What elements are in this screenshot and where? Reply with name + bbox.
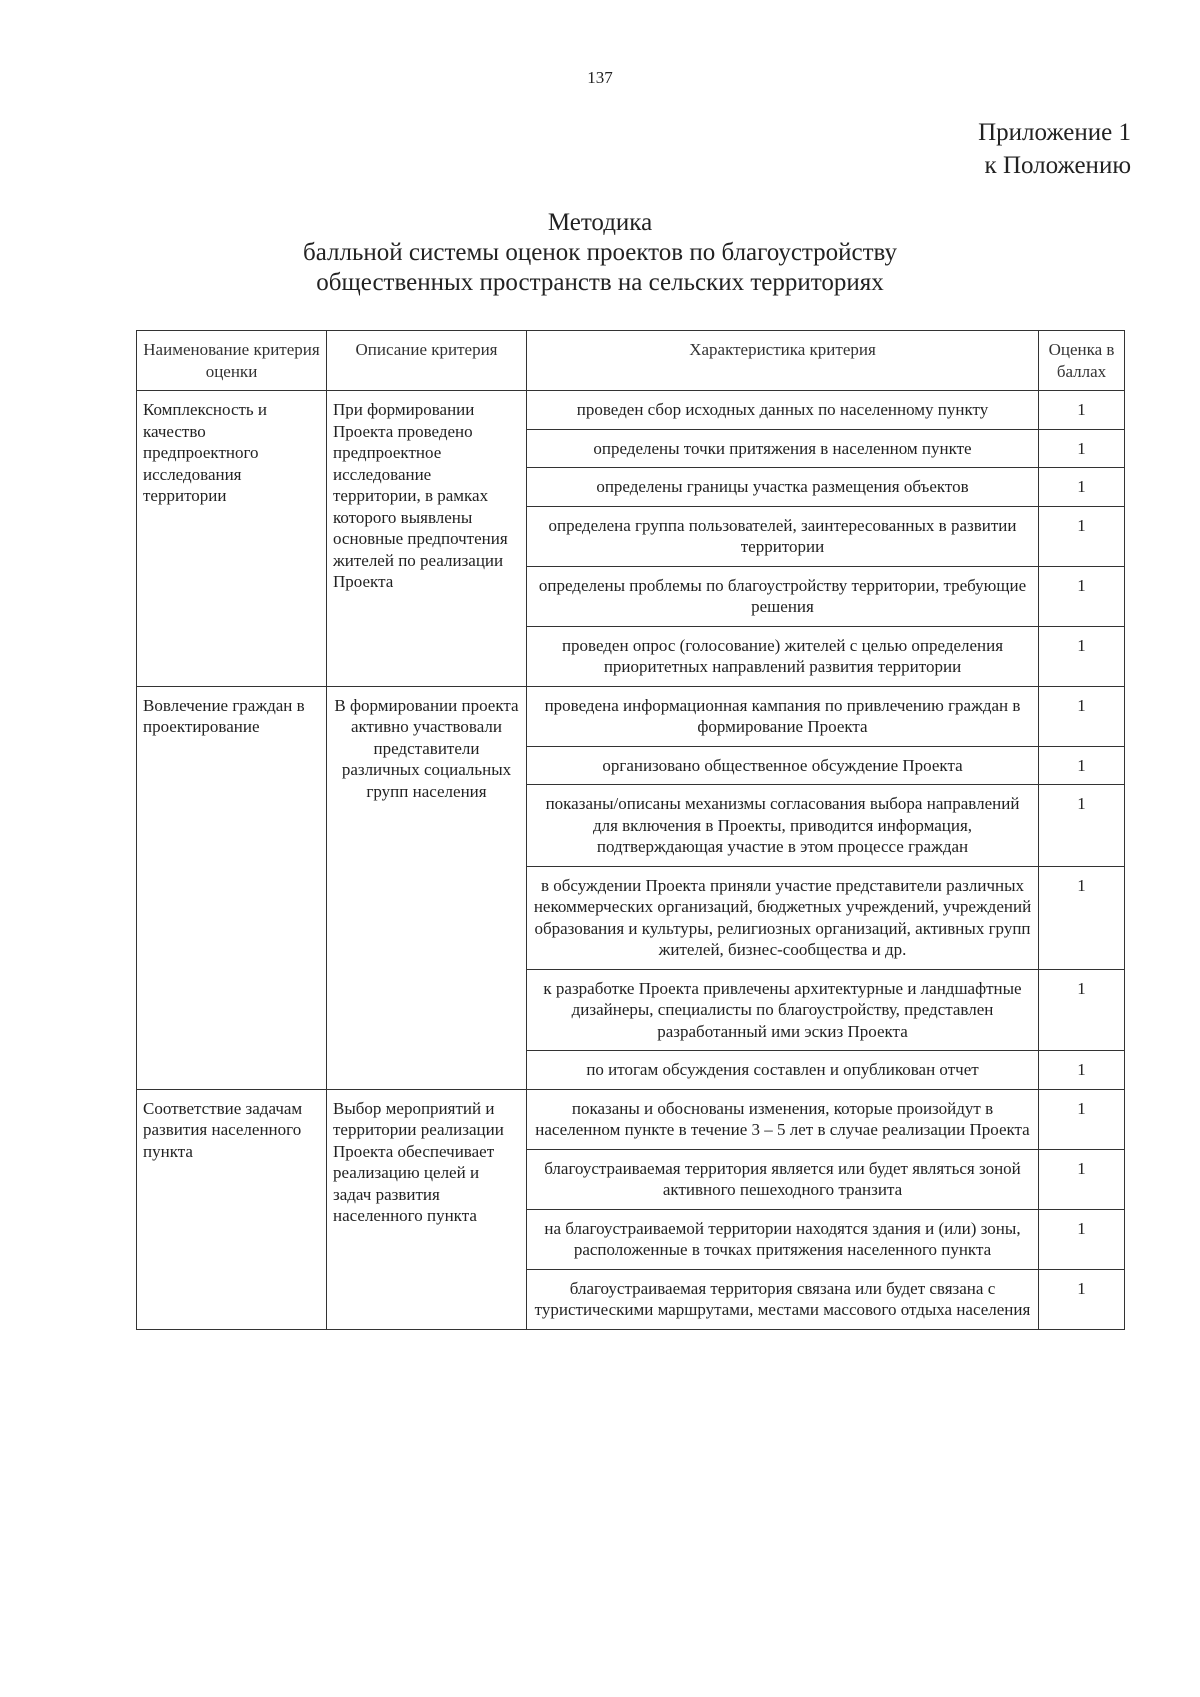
characteristic-cell: благоустраиваемая территория является или будет являться зоной активного пешеходного транзита — [527, 1149, 1039, 1209]
appendix-line-1: Приложение 1 — [978, 119, 1131, 146]
score-cell: 1 — [1039, 506, 1125, 566]
table-row — [137, 1089, 1125, 1149]
characteristic-cell: к разработке Проекта привлечены архитектурные и ландшафтные дизайнеры, специалисты по благоустройству, представлен разработанный ими эскиз Проекта — [527, 969, 1039, 1051]
score-cell: 1 — [1039, 1269, 1125, 1329]
criteria-table — [136, 330, 1125, 1330]
score-cell: 1 — [1039, 429, 1125, 468]
page-number: 137 — [587, 68, 613, 87]
characteristic-cell: определены точки притяжения в населенном пункте — [527, 429, 1039, 468]
characteristic-cell: на благоустраиваемой территории находятся здания и (или) зоны, расположенные в точках притяжения населенного пункта — [527, 1209, 1039, 1269]
score-cell: 1 — [1039, 391, 1125, 430]
document-title — [0, 208, 1200, 298]
title-line-3: общественных пространств на сельских территориях — [316, 269, 884, 296]
characteristic-cell: определена группа пользователей, заинтересованных в развитии территории — [527, 506, 1039, 566]
criterion-cell: Комплексность и качество предпроектного исследования территории — [137, 391, 327, 687]
characteristic-cell: показаны/описаны механизмы согласования выбора направлений для включения в Проекты, приводится информация, подтверждающая участие в этом процессе граждан — [527, 785, 1039, 867]
characteristic-cell: определены границы участка размещения объектов — [527, 468, 1039, 507]
header-characteristic: Характеристика критерия — [527, 331, 1039, 391]
table-row — [137, 686, 1125, 746]
title-line-2: балльной системы оценок проектов по благоустройству — [302, 239, 897, 266]
characteristic-cell: проведен сбор исходных данных по населенному пункту — [527, 391, 1039, 430]
table-header-row — [137, 331, 1125, 391]
characteristic-cell: по итогам обсуждения составлен и опубликован отчет — [527, 1051, 1039, 1090]
score-cell: 1 — [1039, 1149, 1125, 1209]
score-cell: 1 — [1039, 785, 1125, 867]
score-cell: 1 — [1039, 1209, 1125, 1269]
characteristic-cell: в обсуждении Проекта приняли участие представители различных некоммерческих организаций, бюджетных учреждений, учреждений образования и культуры, религиозных организаций, активных групп жителей, бизнес-сообщества и др. — [527, 866, 1039, 969]
characteristic-cell: организовано общественное обсуждение Проекта — [527, 746, 1039, 785]
criterion-cell: Вовлечение граждан в проектирование — [137, 686, 327, 1089]
appendix-line-2: к Положению — [984, 152, 1131, 179]
score-cell: 1 — [1039, 746, 1125, 785]
criterion-cell: Соответствие задачам развития населенного пункта — [137, 1089, 327, 1329]
score-cell: 1 — [1039, 566, 1125, 626]
header-score: Оценка в баллах — [1039, 331, 1125, 391]
score-cell: 1 — [1039, 1051, 1125, 1090]
characteristic-cell: определены проблемы по благоустройству территории, требующие решения — [527, 566, 1039, 626]
characteristic-cell: проведен опрос (голосование) жителей с целью определения приоритетных направлений развития территории — [527, 626, 1039, 686]
score-cell: 1 — [1039, 686, 1125, 746]
characteristic-cell: показаны и обоснованы изменения, которые произойдут в населенном пункте в течение 3 – 5 лет в случае реализации Проекта — [527, 1089, 1039, 1149]
appendix-label — [978, 116, 1131, 182]
table-row — [137, 391, 1125, 430]
characteristic-cell: проведена информационная кампания по привлечению граждан в формирование Проекта — [527, 686, 1039, 746]
description-cell: В формировании проекта активно участвовали представители различных социальных групп населения — [327, 686, 527, 1089]
score-cell: 1 — [1039, 969, 1125, 1051]
score-cell: 1 — [1039, 468, 1125, 507]
score-cell: 1 — [1039, 1089, 1125, 1149]
score-cell: 1 — [1039, 866, 1125, 969]
header-criterion: Наименование критерия оценки — [137, 331, 327, 391]
score-cell: 1 — [1039, 626, 1125, 686]
characteristic-cell: благоустраиваемая территория связана или будет связана с туристическими маршрутами, местами массового отдыха населения — [527, 1269, 1039, 1329]
description-cell: Выбор мероприятий и территории реализации Проекта обеспечивает реализацию целей и задач развития населенного пункта — [327, 1089, 527, 1329]
header-description: Описание критерия — [327, 331, 527, 391]
description-cell: При формировании Проекта проведено предпроектное исследование территории, в рамках которого выявлены основные предпочтения жителей по реализации Проекта — [327, 391, 527, 687]
title-line-1: Методика — [547, 209, 653, 236]
